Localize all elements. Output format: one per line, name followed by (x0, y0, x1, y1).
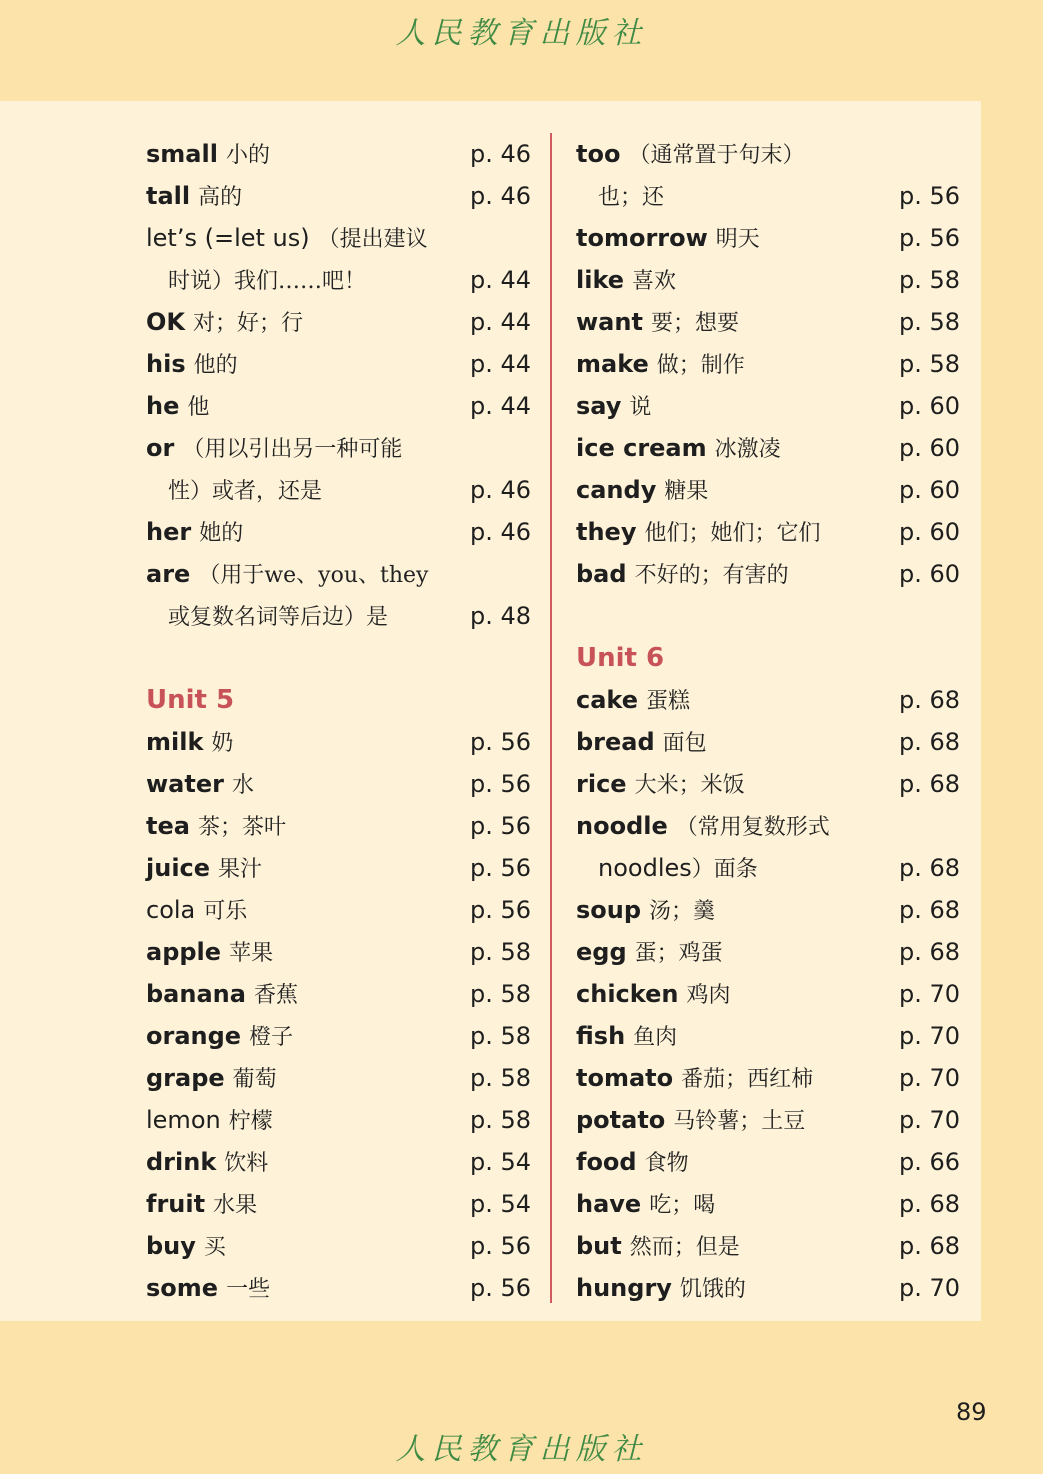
entry-meaning: 冰激凌 (714, 437, 781, 462)
entry-word: tomato (576, 1064, 674, 1092)
entry-meaning-cont: 或复数名词等后边）是 (168, 605, 389, 630)
vocab-entry (146, 385, 531, 427)
vocab-entry (146, 805, 531, 847)
entry-word: tomorrow (576, 224, 708, 252)
vocab-entry (576, 931, 960, 973)
entry-page: p. 56 (469, 854, 531, 882)
vocab-entry-continuation (146, 595, 531, 637)
entry-page: p. 58 (469, 1064, 531, 1092)
entry-word: they (576, 518, 637, 546)
entry-page: p. 58 (898, 350, 960, 378)
entry-meaning: 番茄；西红柿 (681, 1067, 814, 1092)
entry-word: he (146, 392, 180, 420)
entry-page: p. 60 (898, 392, 960, 420)
entry-meaning: 说 (629, 395, 652, 420)
vocab-entry (576, 1057, 960, 1099)
entry-word: some (146, 1274, 219, 1302)
entry-meaning: 一些 (226, 1277, 271, 1302)
entry-word: ice cream (576, 434, 707, 462)
entry-word: want (576, 308, 643, 336)
entry-meaning: 要；想要 (650, 311, 739, 336)
entry-meaning: 买 (203, 1235, 226, 1260)
entry-page: p. 60 (898, 434, 960, 462)
entry-meaning: 他 (187, 395, 210, 420)
entry-page: p. 68 (898, 1232, 960, 1260)
entry-meaning: 饮料 (224, 1151, 269, 1176)
entry-word: grape (146, 1064, 225, 1092)
vocab-entry (146, 931, 531, 973)
entry-word: candy (576, 476, 657, 504)
unit-heading: Unit 6 (576, 643, 665, 673)
vocab-entry (576, 385, 960, 427)
entry-page: p. 56 (469, 728, 531, 756)
vocab-entry (146, 763, 531, 805)
vocab-entry (576, 301, 960, 343)
entry-page: p. 58 (898, 266, 960, 294)
entry-page: p. 58 (469, 980, 531, 1008)
entry-meaning: 大米；米饭 (634, 773, 745, 798)
vocab-entry (146, 133, 531, 175)
entry-word: orange (146, 1022, 242, 1050)
entry-page: p. 56 (469, 1274, 531, 1302)
entry-meaning: 对；好；行 (193, 311, 304, 336)
section-gap (576, 595, 960, 637)
entry-word: apple (146, 938, 222, 966)
entry-word: cake (576, 686, 639, 714)
publisher-logo-bottom: 人民教育出版社 (395, 1432, 648, 1467)
publisher-logo-top: 人民教育出版社 (395, 16, 648, 51)
entry-word: noodle (576, 812, 668, 840)
vocab-entry (576, 1183, 960, 1225)
entry-page: p. 68 (898, 854, 960, 882)
entry-page: p. 70 (898, 980, 960, 1008)
vocab-entry (146, 1015, 531, 1057)
vocab-entry (146, 1183, 531, 1225)
entry-page: p. 56 (469, 896, 531, 924)
entry-page: p. 60 (898, 518, 960, 546)
entry-meaning: 蛋；鸡蛋 (634, 941, 723, 966)
entry-word: buy (146, 1232, 196, 1260)
entry-meaning: 香蕉 (253, 983, 298, 1008)
vocab-entry (146, 511, 531, 553)
vocab-entry (576, 1267, 960, 1309)
entry-page: p. 58 (469, 1022, 531, 1050)
entry-meaning: 汤；羹 (649, 899, 716, 924)
entry-page: p. 68 (898, 728, 960, 756)
entry-meaning: 小的 (225, 143, 270, 168)
entry-page: p. 44 (469, 350, 531, 378)
entry-meaning: 饥饿的 (679, 1277, 746, 1302)
entry-page: p. 68 (898, 1190, 960, 1218)
vocab-entry (146, 1057, 531, 1099)
entry-page: p. 68 (898, 770, 960, 798)
vocab-entry (146, 973, 531, 1015)
entry-word: tea (146, 812, 190, 840)
entry-word: water (146, 770, 224, 798)
entry-word: potato (576, 1106, 666, 1134)
entry-meaning-cont: ）面条 (691, 857, 758, 882)
entry-page: p. 70 (898, 1274, 960, 1302)
entry-meaning: 糖果 (664, 479, 709, 504)
vocab-entry (576, 805, 960, 847)
entry-meaning: 橙子 (249, 1025, 294, 1050)
vocab-entry (146, 1141, 531, 1183)
entry-word: have (576, 1190, 642, 1218)
entry-page: p. 60 (898, 476, 960, 504)
entry-page: p. 60 (898, 560, 960, 588)
entry-word: bread (576, 728, 655, 756)
vocab-entry (576, 973, 960, 1015)
entry-meaning: （用以引出另一种可能 (182, 437, 403, 462)
entry-meaning: 明天 (715, 227, 760, 252)
entry-word: lemon (146, 1106, 221, 1134)
vocab-entry (576, 133, 960, 175)
entry-meaning: 果汁 (218, 857, 263, 882)
entry-meaning: 水果 (213, 1193, 258, 1218)
vocab-entry (576, 553, 960, 595)
entry-word: juice (146, 854, 211, 882)
vocab-entry (146, 217, 531, 259)
entry-page: p. 68 (898, 896, 960, 924)
entry-meaning: （用于we、you、they (198, 563, 429, 588)
vocabulary-column-left (146, 133, 531, 1309)
unit-heading: Unit 5 (146, 685, 235, 715)
entry-word: cola (146, 896, 196, 924)
entry-meaning: 他的 (193, 353, 238, 378)
vocab-entry (576, 259, 960, 301)
entry-page: p. 66 (898, 1148, 960, 1176)
entry-word: chicken (576, 980, 679, 1008)
entry-page: p. 70 (898, 1106, 960, 1134)
entry-page: p. 44 (469, 392, 531, 420)
vocab-entry-continuation (146, 259, 531, 301)
entry-word-cont: noodles (598, 854, 692, 882)
entry-word: hungry (576, 1274, 672, 1302)
vocab-entry (146, 847, 531, 889)
entry-page: p. 46 (469, 518, 531, 546)
vocab-entry-continuation (576, 175, 960, 217)
entry-meaning: 不好的；有害的 (634, 563, 789, 588)
entry-page: p. 56 (898, 224, 960, 252)
vocab-entry (576, 343, 960, 385)
entry-word: but (576, 1232, 622, 1260)
entry-page: p. 56 (469, 812, 531, 840)
entry-word: her (146, 518, 192, 546)
vocab-entry (576, 511, 960, 553)
entry-meaning: 柠檬 (228, 1109, 273, 1134)
entry-page: p. 70 (898, 1064, 960, 1092)
entry-word: or (146, 434, 175, 462)
vocab-entry (576, 427, 960, 469)
entry-word: soup (576, 896, 642, 924)
entry-word: small (146, 140, 218, 168)
vocab-entry (146, 175, 531, 217)
entry-word: like (576, 266, 625, 294)
entry-word: are (146, 560, 191, 588)
entry-page: p. 48 (469, 602, 531, 630)
entry-meaning: 然而；但是 (629, 1235, 740, 1260)
entry-meaning: 面包 (662, 731, 707, 756)
vocab-entry (146, 301, 531, 343)
entry-meaning: （通常置于句末） (628, 143, 805, 168)
entry-meaning: 奶 (211, 731, 234, 756)
entry-word: too (576, 140, 621, 168)
entry-word: milk (146, 728, 204, 756)
entry-meaning: 茶；茶叶 (197, 815, 286, 840)
vocab-entry-continuation (146, 469, 531, 511)
section-gap (146, 637, 531, 679)
entry-word: say (576, 392, 622, 420)
entry-word: his (146, 350, 186, 378)
entry-word: fruit (146, 1190, 206, 1218)
page-number: 89 (956, 1398, 987, 1426)
entry-meaning: 马铃薯；土豆 (673, 1109, 806, 1134)
entry-page: p. 58 (469, 1106, 531, 1134)
entry-page: p. 58 (898, 308, 960, 336)
entry-page: p. 46 (469, 140, 531, 168)
entry-meaning: 鸡肉 (686, 983, 731, 1008)
entry-word: rice (576, 770, 627, 798)
entry-page: p. 58 (469, 938, 531, 966)
vocab-entry (146, 427, 531, 469)
vocab-entry (576, 217, 960, 259)
vocab-entry (146, 1267, 531, 1309)
vocab-entry (576, 763, 960, 805)
entry-meaning: 做；制作 (656, 353, 745, 378)
entry-page: p. 56 (898, 182, 960, 210)
entry-page: p. 46 (469, 476, 531, 504)
vocab-entry (576, 1015, 960, 1057)
vocabulary-column-right (576, 133, 960, 1309)
entry-meaning: 喜欢 (632, 269, 677, 294)
vocab-entry (146, 553, 531, 595)
vocab-entry (146, 343, 531, 385)
entry-page: p. 54 (469, 1148, 531, 1176)
entry-word: let’s (=let us) (146, 224, 310, 252)
entry-word: food (576, 1148, 637, 1176)
entry-page: p. 54 (469, 1190, 531, 1218)
column-divider (550, 133, 552, 1303)
entry-page: p. 68 (898, 686, 960, 714)
entry-meaning: 他们；她们；它们 (644, 521, 821, 546)
entry-word: egg (576, 938, 627, 966)
vocab-entry (576, 469, 960, 511)
entry-meaning: 食物 (644, 1151, 689, 1176)
vocab-entry (146, 1099, 531, 1141)
vocab-entry (576, 679, 960, 721)
entry-meaning: 鱼肉 (633, 1025, 678, 1050)
vocab-entry (146, 1225, 531, 1267)
entry-word: drink (146, 1148, 217, 1176)
vocab-entry (576, 1099, 960, 1141)
vocab-entry (576, 889, 960, 931)
entry-word: tall (146, 182, 191, 210)
entry-meaning-cont: 也；还 (598, 185, 665, 210)
vocab-entry-continuation (576, 847, 960, 889)
vocab-entry (576, 1225, 960, 1267)
entry-meaning: 吃；喝 (649, 1193, 716, 1218)
entry-meaning: （提出建议 (317, 227, 428, 252)
entry-meaning: 水 (231, 773, 254, 798)
entry-meaning: 苹果 (229, 941, 274, 966)
entry-page: p. 70 (898, 1022, 960, 1050)
entry-word: OK (146, 308, 185, 336)
entry-meaning: 葡萄 (232, 1067, 277, 1092)
entry-page: p. 56 (469, 1232, 531, 1260)
entry-meaning: 高的 (198, 185, 243, 210)
vocab-entry (576, 1141, 960, 1183)
entry-meaning-cont: 性）或者，还是 (168, 479, 323, 504)
entry-meaning: 她的 (199, 521, 244, 546)
entry-word: make (576, 350, 649, 378)
entry-meaning: 可乐 (203, 899, 248, 924)
entry-page: p. 68 (898, 938, 960, 966)
vocab-entry (146, 721, 531, 763)
entry-word: bad (576, 560, 627, 588)
entry-word: fish (576, 1022, 626, 1050)
entry-page: p. 46 (469, 182, 531, 210)
vocab-entry (146, 889, 531, 931)
entry-page: p. 56 (469, 770, 531, 798)
entry-word: banana (146, 980, 246, 1008)
entry-meaning-cont: 时说）我们……吧！ (168, 269, 367, 294)
entry-page: p. 44 (469, 308, 531, 336)
entry-meaning: 蛋糕 (646, 689, 691, 714)
entry-meaning: （常用复数形式 (675, 815, 830, 840)
entry-page: p. 44 (469, 266, 531, 294)
vocab-entry (576, 721, 960, 763)
